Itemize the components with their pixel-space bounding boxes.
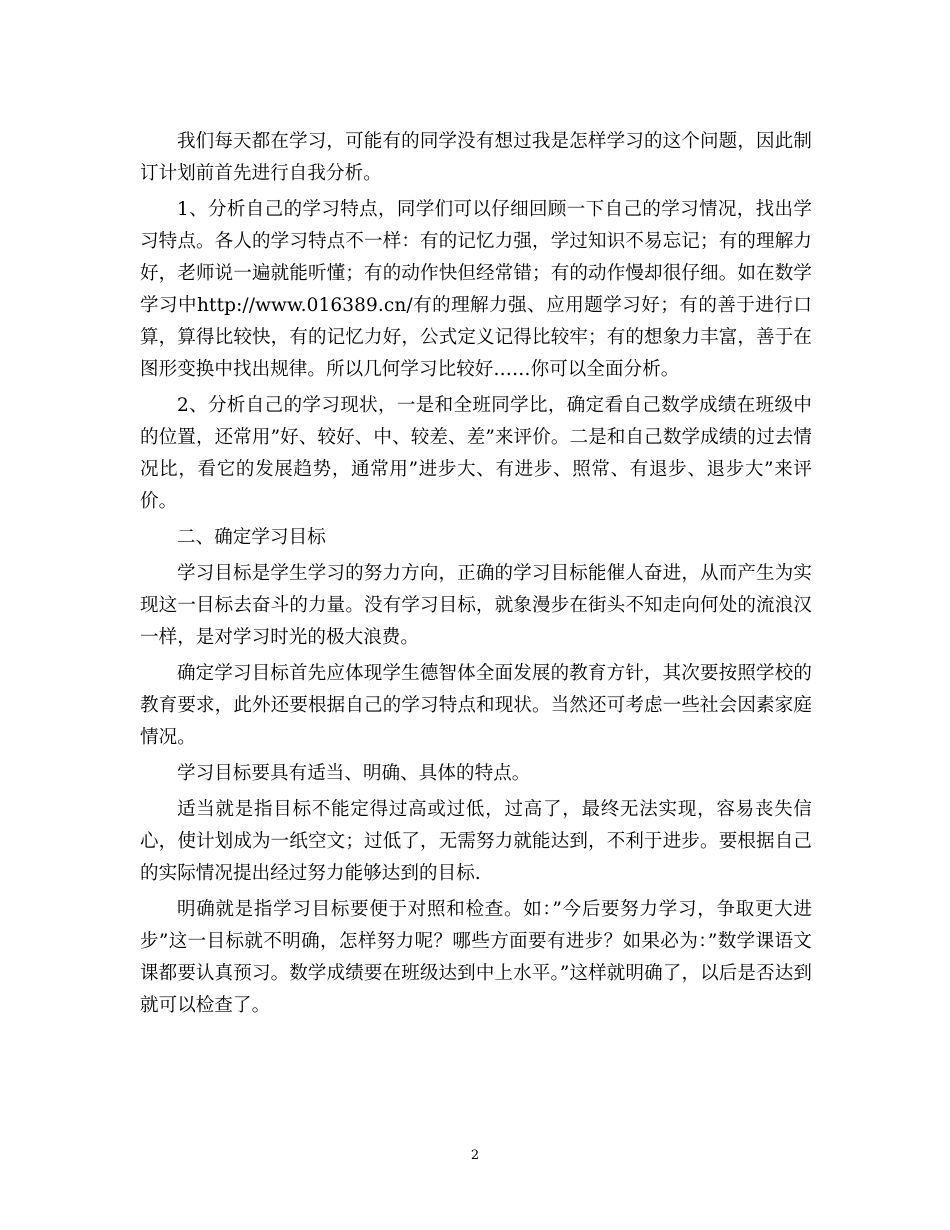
paragraph-learning-status: 2、分析自己的学习现状，一是和全班同学比，确定看自己数学成绩在班级中的位置，还常用”好、较好、中、较差、差”来评价。二是和自己数学成绩的过去情况比，看它的发展趋势，通常用”进步大、有进步、照常、有退步、退步大”来评价。 — [140, 395, 812, 512]
paragraph-goal-traits: 学习目标要具有适当、明确、具体的特点。 — [177, 763, 531, 784]
paragraph-learning-traits: 1、分析自己的学习特点，同学们可以仔细回顾一下自己的学习情况，找出学习特点。各人的学习特点不一样：有的记忆力强，学过知识不易忘记；有的理解力好，老师说一遍就能听懂；有的动作快但经常错；有的动作慢却很仔细。如在数学学习中http://www.016389.cn/有的理解力强、应用题学习好；有的善于进行口算，算得比较快，有的记忆力好，公式定义记得比较牢；有的想象力丰富，善于在图形变换中找出规律。所以几何学习比较好……你可以全面分析。 — [140, 199, 812, 380]
section-heading-learning-goals: 二、确定学习目标 — [177, 527, 326, 548]
page-number: 2 — [470, 1148, 480, 1163]
paragraph-goal-appropriate: 适当就是指目标不能定得过高或过低，过高了，最终无法实现，容易丧失信心，使计划成为一纸空文；过低了，无需努力就能达到，不利于进步。要根据自己的实际情况提出经过努力能够达到的目标. — [140, 799, 812, 884]
paragraph-goal-importance: 学习目标是学生学习的努力方向，正确的学习目标能催人奋进，从而产生为实现这一目标去奋斗的力量。没有学习目标，就象漫步在街头不知走向何处的流浪汉一样，是对学习时光的极大浪费。 — [140, 563, 812, 648]
paragraph-goal-basis: 确定学习目标首先应体现学生德智体全面发展的教育方针，其次要按照学校的教育要求，此外还要根据自己的学习特点和现状。当然还可考虑一些社会因素家庭情况。 — [140, 663, 812, 748]
paragraph-self-analysis-intro: 我们每天都在学习，可能有的同学没有想过我是怎样学习的这个问题，因此制订计划前首先进行自我分析。 — [140, 131, 812, 184]
paragraph-goal-clear: 明确就是指学习目标要便于对照和检查。如：”今后要努力学习，争取更大进步”这一目标就不明确，怎样努力呢？哪些方面要有进步？如果必为：”数学课语文课都要认真预习。数学成绩要在班级达到中上水平。”这样就明确了，以后是否达到就可以检查了。 — [140, 899, 812, 1016]
document-body — [140, 126, 812, 1026]
